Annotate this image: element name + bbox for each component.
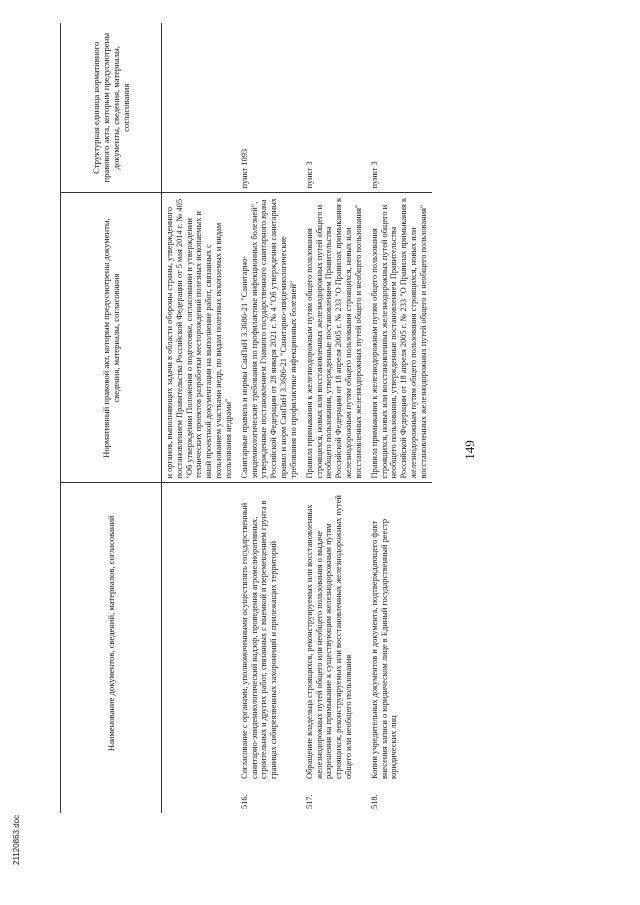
row-number: 517. [304,794,314,809]
row-act: Правила примыкания к железнодорожным путям общего пользования строящихся, новых или восстановленных железнодорожных путей общего и необщего пользования, утвержденные постановлением Правительства Российской Федерации от 18 апреля 2005 г. № 233 "О Правилах примыкания к железнодорожным путям общего пользования строящихся, новых или восстановленных железнодорожных путей общего и необщего пользования" [302,193,367,483]
table-row [302,23,367,813]
row-unit: пункт 3 [367,23,432,193]
table-header-row [61,23,162,813]
header-number-cell [61,783,162,813]
row-act: Санитарные правила и нормы СанПиН 3.3686-21 "Санитарно-эпидемиологические требования по профилактике инфекционных болезней", утвержденные постановлением Главного государственного санитарного врача Российской Федерации от 28 января 2021 г. № 4 "Об утверждении санитарных правил и норм СанПиН 3.3686-21 "Санитарно-эпидемиологические требования по профилактике инфекционных болезней" [237,193,302,483]
row-unit: пункт 1093 [237,23,302,193]
row-unit: пункт 3 [302,23,367,193]
row-name: Копии учредительных документов и документа, подтверждающего факт внесения записи о юридическом лице в Единый государственный реестр юридических лиц [369,518,399,779]
row-act: Правила примыкания к железнодорожным путям общего пользования строящихся, новых или восстановленных железнодорожных путей общего и необщего пользования, утвержденные постановлением Правительства Российской Федерации от 18 апреля 2005 г. № 233 "О Правилах примыкания к железнодорожным путям общего пользования строящихся, новых или восстановленных железнодорожных путей общего и необщего пользования" [367,193,432,483]
row-name: Согласование с органами, уполномоченными осуществлять государственный санитарно-эпидемиологический надзор, проведения агромелиоративных, строительных и других работ, связанных с выемкой и перемещением грунта в границах сибиреязвенных захоронений и прилежащих территорий [239,500,279,779]
file-label: 21120863.doc [12,814,21,865]
document-table [60,23,432,813]
row-name: Обращение владельца строящихся, реконструируемых или восстановленных железнодорожных путей общего или необщего пользования о выдаче разрешения на примыкание к существующим железнодорожным путям строящихся, реконструируемых или восстановленных железнодорожных путей общего или необщего пользования [304,495,354,779]
continuation-row [162,23,237,813]
header-act: Нормативный правовой акт, которым предусмотрены документы, сведения, материалы, согласования [61,193,162,483]
row-number: 516. [239,794,249,809]
continuation-act: и органов, выполняющих задачи в области обороны страны, утвержденного постановлением Правительства Российской Федерации от 5 мая 2014 г. № 405 "Об утверждении Положения о подготовке, согласовании и утверждении технических проектов разработки месторождений полезных ископаемых и иной проектной документации на выполнение работ, связанных с пользованием участками недр, по видам полезных ископаемых и видам пользования недрами" [162,193,237,483]
row-number: 518. [369,794,379,809]
table-row [237,23,302,813]
table-row [367,23,432,813]
page-number: 149 [462,440,477,460]
header-unit: Структурная единица нормативного правового акта, которым предусмотрены документы, сведения, материалы, согласования [61,23,162,193]
header-name: Наименование документов, сведений, материалов, согласований [61,483,162,783]
